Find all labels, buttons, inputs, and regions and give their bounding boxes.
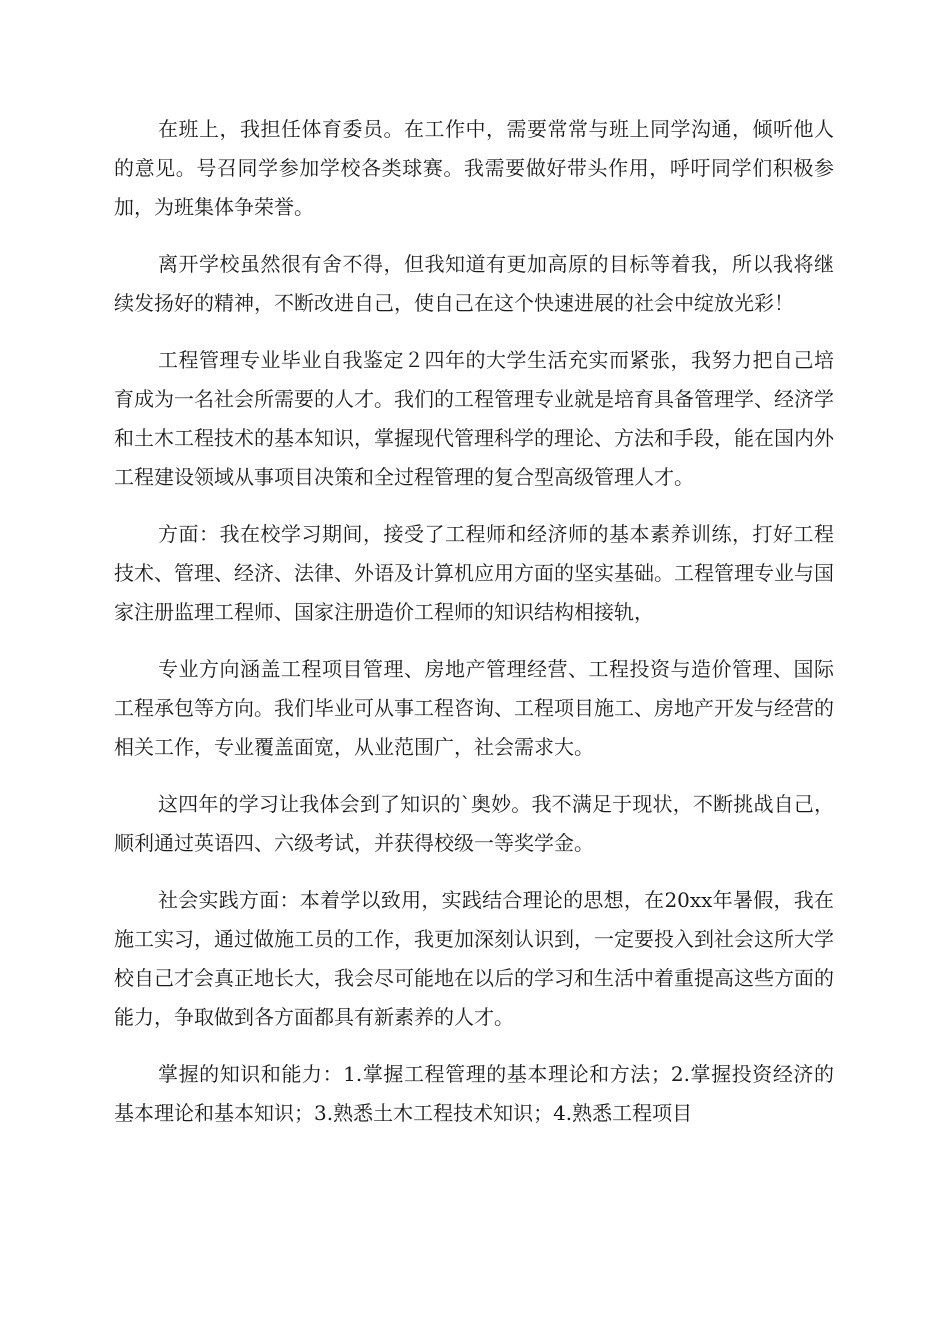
paragraph-four-years-learning: 这四年的学习让我体会到了知识的`奥妙。我不满足于现状，不断挑战自己，顺利通过英语四、六级考试，并获得校级一等奖学金。 (114, 792, 834, 855)
paragraph-leaving-school: 离开学校虽然很有舍不得，但我知道有更加高原的目标等着我，所以我将继续发扬好的精神，不断改进自己，使自己在这个快速进展的社会中绽放光彩！ (114, 252, 834, 315)
paragraph-knowledge-abilities: 掌握的知识和能力：1.掌握工程管理的基本理论和方法；2.掌握投资经济的基本理论和基本知识；3.熟悉土木工程技术知识；4.熟悉工程项目 (114, 1062, 834, 1125)
paragraph-study-aspects: 方面：我在校学习期间，接受了工程师和经济师的基本素养训练，打好工程技术、管理、经济、法律、外语及计算机应用方面的坚实基础。工程管理专业与国家注册监理工程师、国家注册造价工程师的知识结构相接轨， (114, 522, 834, 624)
paragraph-major-directions: 专业方向涵盖工程项目管理、房地产管理经营、工程投资与造价管理、国际工程承包等方向。我们毕业可从事工程咨询、工程项目施工、房地产开发与经营的相关工作，专业覆盖面宽，从业范围广，社会需求大。 (114, 657, 834, 759)
paragraph-social-practice: 社会实践方面：本着学以致用，实践结合理论的思想，在20xx年暑假，我在施工实习，通过做施工员的工作，我更加深刻认识到，一定要投入到社会这所大学校自己才会真正地长大，我会尽可能地在以后的学习和生活中着重提高这些方面的能力，争取做到各方面都具有新素养的人才。 (114, 888, 834, 1029)
document-body (114, 110, 834, 1151)
paragraph-class-duties: 在班上，我担任体育委员。在工作中，需要常常与班上同学沟通，倾听他人的意见。号召同学参加学校各类球赛。我需要做好带头作用，呼吁同学们积极参加，为班集体争荣誉。 (114, 117, 834, 219)
paragraph-self-assessment-intro: 工程管理专业毕业自我鉴定２四年的大学生活充实而紧张，我努力把自己培育成为一名社会所需要的人才。我们的工程管理专业就是培育具备管理学、经济学和土木工程技术的基本知识，掌握现代管理科学的理论、方法和手段，能在国内外工程建设领域从事项目决策和全过程管理的复合型高级管理人才。 (114, 348, 834, 489)
